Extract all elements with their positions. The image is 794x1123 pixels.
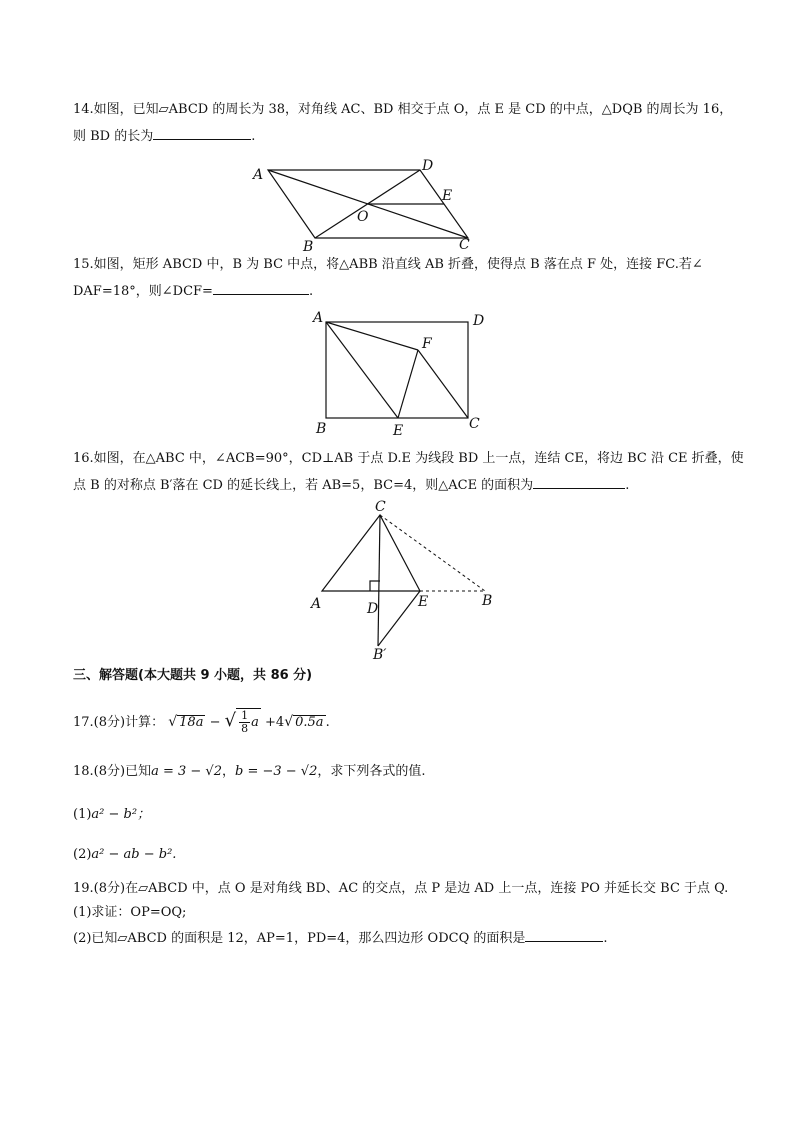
q14-label-o: O [357, 209, 369, 225]
q19-line3-text: (2)已知▱ABCD 的面积是 12，AP=1，PD=4，那么四边形 ODCQ 的面积是 [73, 931, 526, 946]
q16-label-b: B [482, 593, 493, 609]
q18-part1 [73, 806, 150, 824]
q17-frac-num: 1 [241, 709, 249, 722]
q14-label-e: E [442, 188, 453, 204]
q18-part1-label: (1) [73, 807, 92, 822]
q18-part2-label: (2) [73, 847, 92, 862]
q16-triangle-ace [322, 515, 420, 591]
q17-var: a [251, 715, 259, 730]
q17-prefix: 17.(8分)计算： [73, 715, 165, 730]
q16-label-b-prime: B′ [373, 647, 387, 663]
q15-segment-ae [326, 322, 398, 418]
q19-line2: (1)求证：OP=OQ; [73, 905, 187, 920]
q19-end: . [603, 931, 608, 946]
q17-minus: − [209, 715, 221, 730]
q14-figure [250, 155, 480, 255]
section-3-heading: 三、解答题(本大题共 9 小题，共 86 分) [73, 668, 313, 683]
q16-figure [305, 498, 505, 668]
q17-frac-den: 8 [241, 722, 249, 735]
q17-plus: +4 [265, 715, 285, 730]
q14-end: . [251, 129, 256, 144]
q19-answer-blank [525, 928, 603, 942]
q15-line2 [73, 281, 313, 301]
q18-part2-expr: a² − ab − b². [91, 847, 177, 862]
q14-label-d: D [422, 158, 434, 174]
q17-radicand-1: 18a [179, 715, 204, 730]
q17-end: . [325, 715, 330, 730]
q18-prefix: 18.(8分)已知 [73, 764, 152, 779]
q14-line2 [73, 126, 255, 146]
q16-label-e: E [418, 594, 429, 610]
q18-part1-expr: a² − b²； [91, 807, 151, 822]
q19-line1: 19.(8分)在▱ABCD 中，点 O 是对角线 BD、AC 的交点，点 P 是边 AD 上一点，连接 PO 并延长交 BC 于点 Q. [73, 881, 729, 896]
q17-line: 17.(8分)计算： √ 18a − √ $\frac{1}{8}$ a +4√ 0.5a . [73, 709, 330, 735]
q17-radicand-3: 0.5a [295, 715, 324, 730]
q15-label-b: B [316, 421, 327, 437]
q16-label-a: A [311, 596, 322, 612]
q18-b-def: b = −3 − √2 [235, 764, 318, 779]
q14-line1: 14.如图，已知▱ABCD 的周长为 38，对角线 AC、BD 相交于点 O，点 E 是 CD 的中点，△DQB 的周长为 16， [73, 102, 733, 117]
q15-label-f: F [422, 336, 432, 352]
q15-figure [310, 308, 500, 438]
q16-line2 [73, 475, 629, 495]
q15-label-c: C [469, 416, 480, 432]
q14-label-a: A [253, 167, 264, 183]
q14-line2-text: 则 BD 的长为 [73, 129, 154, 144]
q19-line3 [73, 928, 608, 948]
q18-line: 18.(8分)已知a = 3 − √2，b = −3 − √2，求下列各式的值. [73, 764, 426, 779]
q15-segment-fc [418, 350, 468, 418]
q17-radicand-2 [236, 708, 261, 735]
q15-segment-af [326, 322, 418, 350]
q15-line1: 15.如图，矩形 ABCD 中，B 为 BC 中点，将△ABB 沿直线 AB 折叠，使得点 B 落在点 F 处，连接 FC.若∠ [73, 257, 703, 272]
q16-answer-blank [533, 475, 625, 489]
q16-segment-eb-prime [378, 591, 420, 646]
q16-line1: 16.如图，在△ABC 中，∠ACB=90°，CD⊥AB 于点 D.E 为线段 BD 上一点，连结 CE，将边 BC 沿 CE 折叠，使 [73, 451, 744, 466]
q16-line2-text: 点 B 的对称点 B′落在 CD 的延长线上，若 AB=5，BC=4，则△ACE 的面积为 [73, 478, 534, 493]
q14-label-b: B [303, 239, 314, 255]
q18-part2 [73, 846, 176, 864]
q16-label-c: C [375, 499, 386, 515]
q18-a-def: a = 3 − √2 [151, 764, 222, 779]
q16-dashed-cb [380, 515, 485, 591]
q15-label-a: A [313, 310, 324, 326]
q15-segment-fe [398, 350, 418, 418]
q14-label-c: C [459, 237, 470, 253]
q15-label-e: E [393, 423, 404, 439]
q14-answer-blank [153, 126, 251, 140]
q15-label-d: D [473, 313, 485, 329]
q16-end: . [625, 478, 630, 493]
q18-suffix: ，求下列各式的值. [317, 764, 426, 779]
q15-line2-text: DAF=18°，则∠DCF= [73, 284, 213, 299]
q15-rectangle [326, 322, 468, 418]
q15-answer-blank [213, 281, 309, 295]
q16-label-d: D [367, 601, 379, 617]
q15-end: . [308, 284, 314, 299]
